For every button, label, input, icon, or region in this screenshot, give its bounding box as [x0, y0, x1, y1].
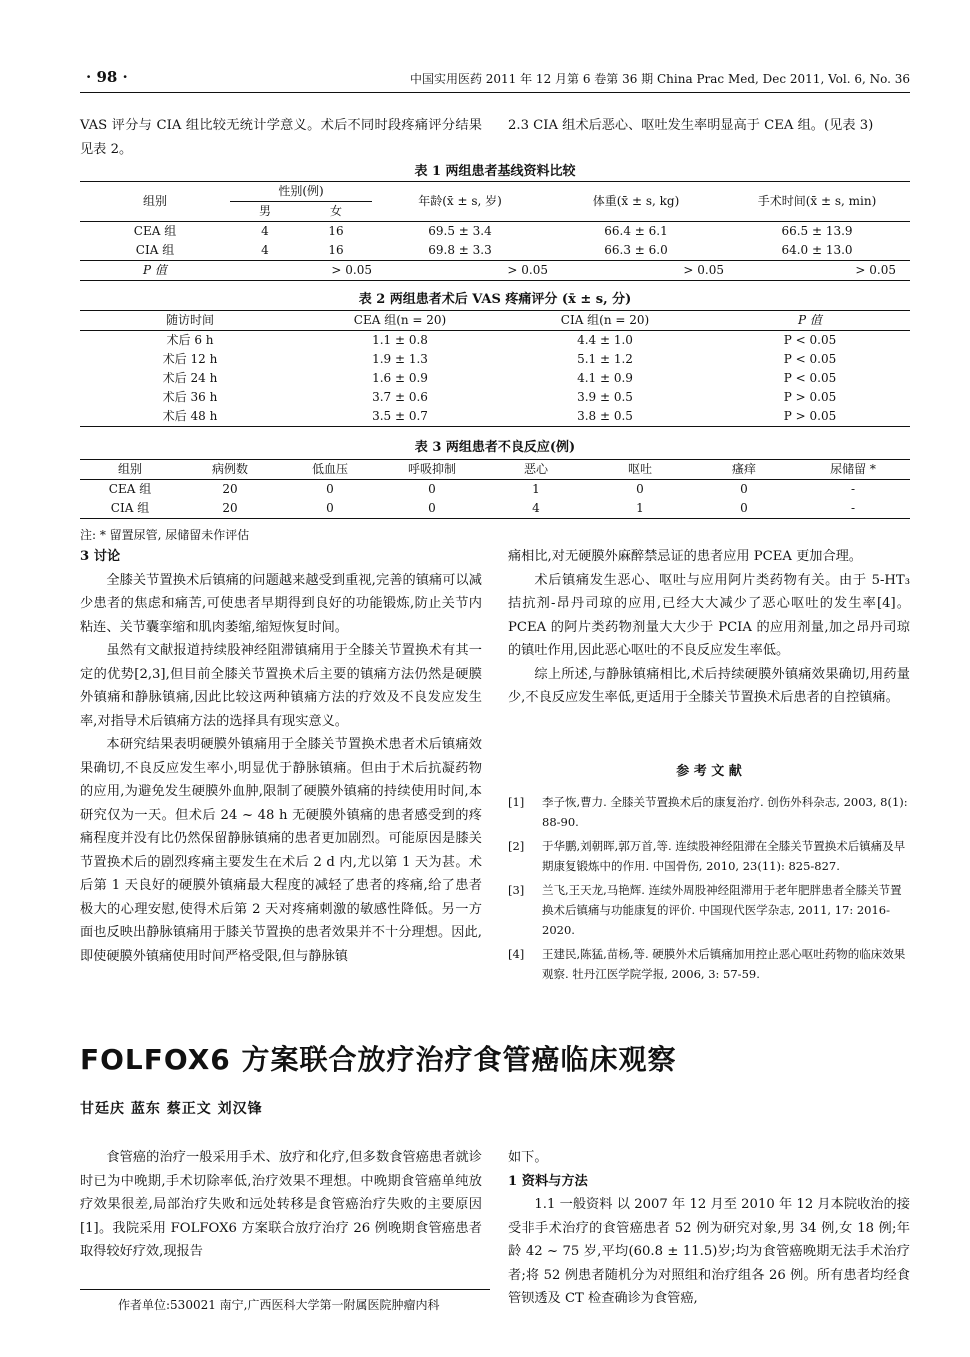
table2-header-cea: CEA 组(n = 20) — [353, 313, 447, 327]
reference-item: [4] 王建民,陈猛,苗杨,等. 硬膜外术后镇痛加用控止恶心呕吐药物的临床效果观察. 牡丹江医学院学报, 2006, 3: 57-59. — [508, 947, 906, 981]
table-row: CEA 组 4 16 69.5 ± 3.4 66.4 ± 6.1 66.5 ± 13.9 — [133, 224, 853, 238]
references-heading: 参 考 文 献 — [676, 764, 742, 779]
paragraph: 全膝关节置换术后镇痛的问题越来越受到重视,完善的镇痛可以减少患者的焦虑和痛苦,可使患者早期得到良好的功能锻炼,防止关节内粘连、关节囊挛缩和肌肉萎缩,缩短恢复时间。 — [80, 572, 482, 635]
table1-header-sex: 性别(例) — [230, 182, 372, 202]
table1-caption: 表 1 两组患者基线资料比较 — [414, 164, 576, 179]
table-row: 术后 36 h 3.7 ± 0.6 3.9 ± 0.5 P > 0.05 — [162, 390, 837, 404]
paragraph: 1.1 一般资料 以 2007 年 12 月至 2010 年 12 月本院收治的接受非手术治疗的食管癌患者 52 例为研究对象,男 34 例,女 18 例;年龄 42 ~ 75 岁,平均(60.8 ± 11.5)岁;均为食管癌晚期无法手术治疗者;将 52 例患者随机分为对照组和治疗组各 26 例。所有患者均经食管钡透及 CT 检查确诊为食管癌, — [508, 1197, 910, 1306]
author-affiliation: 作者单位:530021 南宁,广西医科大学第一附属医院肿瘤内科 — [118, 1298, 440, 1312]
table3-note: 注: * 留置尿管, 尿储留未作评估 — [80, 528, 250, 542]
section-heading-discussion: 3 讨论 — [80, 549, 121, 564]
table1-p-row: P 值 > 0.05 > 0.05 > 0.05 > 0.05 — [80, 261, 910, 281]
journal-info: 中国实用医药 2011 年 12 月第 6 卷第 36 期 China Prac Med, Dec 2011, Vol. 6, No. 36 — [409, 72, 910, 86]
paragraph: 综上所述,与静脉镇痛相比,术后持续硬膜外镇痛效果确切,用药量少,不良反应发生率低,更适用于全膝关节置换术后患者的自控镇痛。 — [508, 666, 910, 705]
table1-header-age: 年龄(x̄ ± s, 岁) — [418, 194, 502, 208]
article-title: FOLFOX6 方案联合放疗治疗食管癌临床观察 — [80, 1043, 677, 1076]
reference-list — [508, 792, 910, 988]
paragraph: 食管癌的治疗一般采用手术、放疗和化疗,但多数食管癌患者就诊时已为中晚期,手术切除率低,治疗效果不理想。中晚期食管癌单纯放疗效果很差,局部治疗失败和远处转移是食管癌治疗失败的主要原因[1]。我院采用 FOLFOX6 方案联合放疗治疗 26 例晚期食管癌患者取得较好疗效,现报告 — [80, 1150, 482, 1259]
table1-header-weight: 体重(x̄ ± s, kg) — [592, 194, 680, 208]
intro-right: 2.3 CIA 组术后恶心、呕吐发生率明显高于 CEA 组。(见表 3) — [508, 118, 874, 133]
table2 — [80, 310, 910, 427]
table1-header-male: 男 — [258, 204, 271, 218]
reference-item: [2] 于华鹏,刘朝晖,郭万首,等. 连续股神经阻滞在全膝关节置换术后镇痛及早期康复锻炼中的作用. 中国骨伤, 2010, 23(11): 825-827. — [508, 839, 906, 873]
table-row: 术后 12 h 1.9 ± 1.3 5.1 ± 1.2 P < 0.05 — [162, 352, 837, 366]
table-row: 术后 24 h 1.6 ± 0.9 4.1 ± 0.9 P < 0.05 — [162, 371, 837, 385]
section-heading-methods: 1 资料与方法 — [508, 1173, 588, 1189]
footnote-divider — [80, 1289, 490, 1290]
table2-header-time: 随访时间 — [165, 313, 214, 327]
table3: 组别 病例数 低血压 呼吸抑制 恶心 呕吐 瘙痒 尿储留 * CEA 组 20 0 0 1 0 0 - CIA 组 20 0 0 4 1 0 - — [80, 459, 910, 519]
running-header — [80, 68, 910, 93]
right-column — [508, 545, 910, 710]
discussion-column — [80, 545, 482, 968]
table-row: CIA 组 4 16 69.8 ± 3.3 66.3 ± 6.0 64.0 ± 13.0 — [80, 241, 910, 261]
table3-caption: 表 3 两组患者不良反应(例) — [414, 440, 576, 455]
paragraph: 术后镇痛发生恶心、呕吐与应用阿片类药物有关。由于 5-HT₃ 拮抗剂-昂丹司琼的应用,已经大大减少了恶心呕吐的发生率[4]。PCEA 的阿片类药物剂量大大少于 PCIA 的应用剂量,加之昂丹司琼的镇吐作用,因此恶心呕吐的不良反应发生率低。 — [508, 572, 910, 658]
table2-caption: 表 2 两组患者术后 VAS 疼痛评分 (x̄ ± s, 分) — [358, 292, 632, 307]
table1-header-optime: 手术时间(x̄ ± s, min) — [757, 194, 877, 208]
table2-header-p: P 值 — [798, 313, 822, 327]
table1 — [80, 181, 910, 281]
reference-item: [3] 兰飞,王天龙,马艳辉. 连续外周股神经阻滞用于老年肥胖患者全膝关节置换术后镇痛与功能康复的评价. 中国现代医学杂志, 2011, 17: 2016-2020. — [508, 883, 902, 937]
table1-header-female: 女 — [329, 204, 342, 218]
paragraph: 痛相比,对无硬膜外麻醉禁忌证的患者应用 PCEA 更加合理。 — [508, 549, 862, 564]
table1-header-group: 组别 — [142, 194, 167, 208]
article-authors: 甘廷庆 蓝东 蔡正文 刘汉锋 — [80, 1101, 263, 1117]
table-row: CIA 组 20 0 0 4 1 0 - — [80, 499, 910, 519]
table2-header-cia: CIA 组(n = 20) — [560, 313, 650, 327]
table-row: CEA 组 20 0 0 1 0 0 - — [108, 482, 856, 496]
table-row: 术后 6 h 1.1 ± 0.8 4.4 ± 1.0 P < 0.05 — [166, 333, 837, 347]
table-row: 术后 48 h 3.5 ± 0.7 3.8 ± 0.5 P > 0.05 — [80, 407, 910, 427]
page-number: · 98 · — [86, 68, 128, 86]
reference-item: [1] 李子恢,曹力. 全膝关节置换术后的康复治疗. 创伤外科杂志, 2003, 8(1): 88-90. — [508, 795, 908, 829]
intro-left: VAS 评分与 CIA 组比较无统计学意义。术后不同时段疼痛评分结果见表 2。 — [80, 118, 482, 157]
paragraph: 虽然有文献报道持续股神经阻滞镇痛用于全膝关节置换术有其一定的优势[2,3],但目前全膝关节置换术后主要的镇痛方法仍然是硬膜外镇痛和静脉镇痛,因此比较这两种镇痛方法的疗效及不良发应发生率,对指导术后镇痛方法的选择具有现实意义。 — [80, 643, 482, 729]
paragraph: 本研究结果表明硬膜外镇痛用于全膝关节置换术患者术后镇痛效果确切,不良反应发生率小,明显优于静脉镇痛。但由于术后抗凝药物的应用,为避免发生硬膜外血肿,限制了硬膜外镇痛的持续使用时间,本研究仅为一天。但术后 24 ~ 48 h 无硬膜外镇痛的患者感受到的疼痛程度并没有比仍然保留静脉镇痛的患者更加剧烈。可能原因是膝关节置换术后的剧烈疼痛主要发生在术后 2 d 内,尤以第 1 天为甚。术后第 1 天良好的硬膜外镇痛最大程度的减轻了患者的疼痛,给了患者极大的心理安慰,使得术后第 2 天对疼痛刺激的敏感性降低。另一方面也反映出静脉镇痛用于膝关节置换的患者效果并不十分理想。因此,即使硬膜外镇痛使用时间严格受限,但与静脉镇 — [80, 737, 482, 964]
article2-left-column — [80, 1146, 482, 1264]
article2-right-column: 如下。 1 资料与方法 1.1 一般资料 以 2007 年 12 月至 2010 年 12 月本院收治的接受非手术治疗的食管癌患者 52 例为研究对象,男 34 例,女 18 例;年龄 42 ~ 75 岁,平均(60.8 ± 11.5)岁;均为食管癌晚期无法手术治疗者;将 52 例患者随机分为对照组和治疗组各 26 例。所有患者均经食管钡透及 CT 检查确诊为食管癌, — [508, 1146, 910, 1311]
